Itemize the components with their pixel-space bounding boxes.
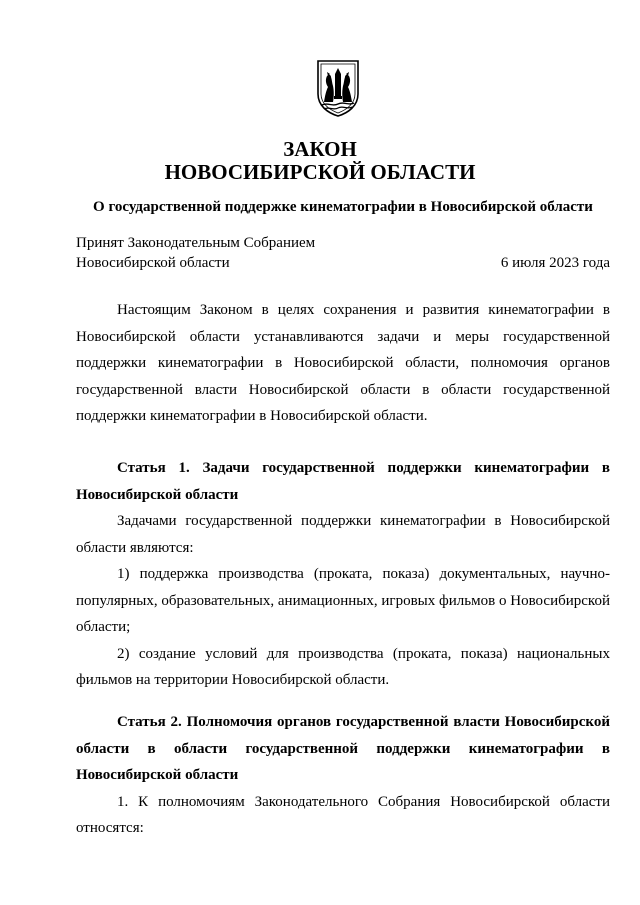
article-1-item-2: 2) создание условий для производства (проката, показа) национальных фильмов на территории Новосибирской области. — [76, 645, 610, 688]
article-2-heading: Статья 2. Полномочия органов государственной власти Новосибирской области в области государственной поддержки кинематографии в Новосибирской области — [76, 714, 610, 783]
adoption-line-2: Новосибирской области — [76, 255, 230, 271]
article-1-section — [76, 455, 610, 694]
coat-of-arms-icon — [314, 58, 362, 118]
article-1-heading: Статья 1. Задачи государственной поддержки кинематографии в Новосибирской области — [76, 460, 610, 503]
article-2-section — [76, 709, 610, 842]
article-2-item-1: 1. К полномочиям Законодательного Собрания Новосибирской области относятся: — [76, 793, 610, 836]
adoption-line-1: Принят Законодательным Собранием — [76, 235, 316, 251]
law-title: ЗАКОН — [283, 137, 357, 161]
law-subject: О государственной поддержке кинематографии в Новосибирской области — [93, 199, 593, 215]
preamble-section — [76, 297, 610, 430]
article-1-intro: Задачами государственной поддержки кинематографии в Новосибирской области являются: — [76, 513, 610, 556]
preamble-paragraph: Настоящим Законом в целях сохранения и развития кинематографии в Новосибирской области устанавливаются задачи и меры государственной поддержки кинематографии в Новосибирской области, полномочия органов государственной власти Новосибирской области в области государственной поддержки кинематографии в Новосибирской области. — [76, 302, 610, 424]
adoption-block — [76, 233, 610, 273]
adoption-date: 6 июля 2023 года — [500, 255, 610, 271]
law-region-title: НОВОСИБИРСКОЙ ОБЛАСТИ — [164, 160, 476, 184]
article-1-item-1: 1) поддержка производства (проката, показа) документальных, научно-популярных, образовательных, анимационных, игровых фильмов о Новосибирской области; — [76, 566, 610, 635]
